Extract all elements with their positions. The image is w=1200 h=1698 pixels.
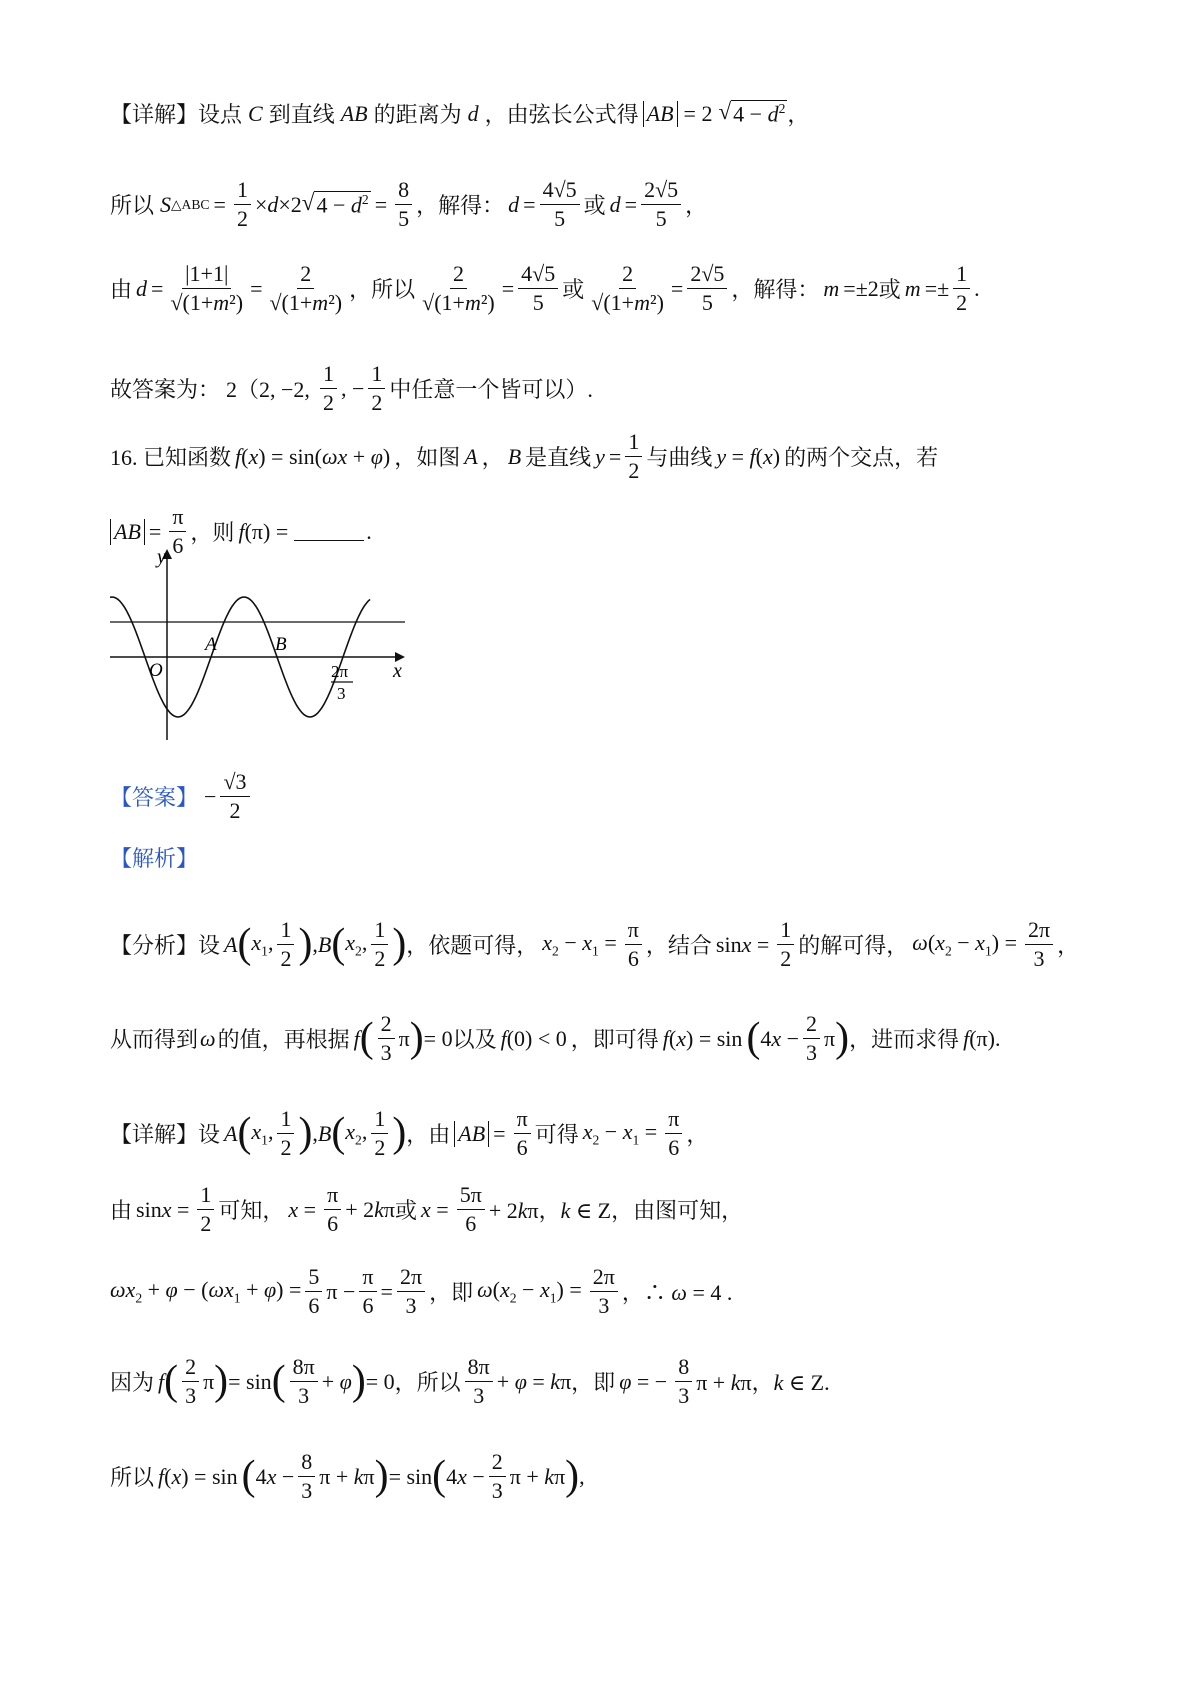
origin-label: O xyxy=(149,660,163,681)
detail2-line-3: $\omega x_2 + \varphi - (\omega x_1 + \varphi)$ = $\frac{5}{6}$ π − $\frac{\pi}{6}$ = $\frac{2\pi}{3}$ ，即 $\omega(x_2 - x_1)$ = $\frac{2\pi}{3}$ ，∴ ω = 4 . xyxy=(110,1264,733,1319)
detail-line-2: 所以 S △ABC = $\frac{1}{2}$ ×d×2 √ $4 - d^2$ = $\frac{8}{5}$ ，解得： d = $\frac{4√5}{5}$ 或 d = $\frac{2√5}{5}$ ， xyxy=(110,177,708,232)
detail2-line-1: 【详解】设 A ( $x_1$, $\frac{1}{2}$ ) ,B ( $x_2$, $\frac{1}{2}$ ) ，由 AB = $\frac{\pi}{6}$ 可得 $x_2 - x_1$ = $\frac{\pi}{6}$ ， xyxy=(110,1106,709,1161)
question-16-line-2: AB = $\frac{\pi}{6}$ ，则 f(π) = . xyxy=(110,505,372,558)
detail-line-3: 由 d = $\frac{|1+1|}{\text{√(1+m²)}}$ = $\frac{2}{\text{√(1+m²)}}$ ，所以 $\frac{2}{\text{√(1+m²)}}$ = $\frac{4√5}{5}$ 或 $\frac{2}{\text{√(1+m²)}}$ = $\frac{2√5}{5}$ ，解得： m =±2 或 m =± $\frac{1}{2}$ . xyxy=(110,261,980,316)
sine-graph xyxy=(105,545,415,745)
x-tick-denominator: 3 xyxy=(337,684,346,703)
y-axis-label: y xyxy=(157,546,166,568)
x-tick-numerator: 2π xyxy=(331,662,349,681)
analysis-line-1: 【分析】设 A ( $x_1$, $\frac{1}{2}$ ) ,B ( $x_2$, $\frac{1}{2}$ ) ，依题可得， $x_2 - x_1$ = $\frac{\pi}{6}$ ，结合 sinx = $\frac{1}{2}$ 的解可得， $\omega(x_2 - x_1)$ = $\frac{2\pi}{3}$ ， xyxy=(110,917,1080,972)
analysis-label: 【解析】 xyxy=(110,846,199,871)
answer-blank xyxy=(294,522,364,541)
answer-label: 【答案】 xyxy=(110,785,199,811)
point-b-label: B xyxy=(275,634,287,655)
answer-line: 【答案】 − $\frac{√3}{2}$ xyxy=(110,770,254,823)
analysis-line xyxy=(110,842,198,873)
sine-figure xyxy=(105,545,415,745)
answer-summary-line: 故答案为： 2（2, −2, $\frac{1}{2}$ , − $\frac{1}{2}$ 中任意一个皆可以）. xyxy=(110,361,593,416)
detail2-line-2: 由 sinx = $\frac{1}{2}$ 可知， x = $\frac{\pi}{6}$ + 2kπ 或 x = $\frac{5\pi}{6}$ + 2kπ，k ∈ Z ，由图可知， xyxy=(110,1182,744,1237)
detail2-line-4: 因为 f ( $\frac{2}{3}$ π ) = sin ( $\frac{8\pi}{3}$ + φ ) = 0 ，所以 $\frac{8\pi}{3}$ + φ = kπ ，即 φ = − $\frac{8}{3}$ π + kπ，k ∈ Z. xyxy=(110,1354,830,1409)
detail2-line-5: 所以 f(x) = sin ( 4x − $\frac{8}{3}$ π + kπ ) = sin ( 4x − $\frac{2}{3}$ π + kπ ) , xyxy=(110,1449,585,1504)
question-16-line-1: 16. 已知函数 f(x) = sin(ωx + φ) ，如图 A ， B 是直线 y = $\frac{1}{2}$ 与曲线 y = f(x) 的两个交点，若 xyxy=(110,429,939,484)
point-a-label: A xyxy=(205,634,217,655)
analysis-line-2: 从而得到 ω 的值，再根据 f ( $\frac{2}{3}$ π ) = 0 以及 f(0) < 0 ，即可得 f(x) = sin ( 4x − $\frac{2}{3}$ π ) ，进而求得 f(π). xyxy=(110,1011,1001,1066)
detail-line-1: 【详解】设点 C 到直线 AB 的距离为 d ，由弦长公式得 AB = 2 √ $4 - d^2$ ， xyxy=(110,98,810,127)
x-axis-label: x xyxy=(393,660,402,682)
answer-numerator: √3 xyxy=(220,770,249,797)
detail-label: 【详解】设点 xyxy=(110,102,243,127)
answer-denominator: 2 xyxy=(229,798,241,824)
